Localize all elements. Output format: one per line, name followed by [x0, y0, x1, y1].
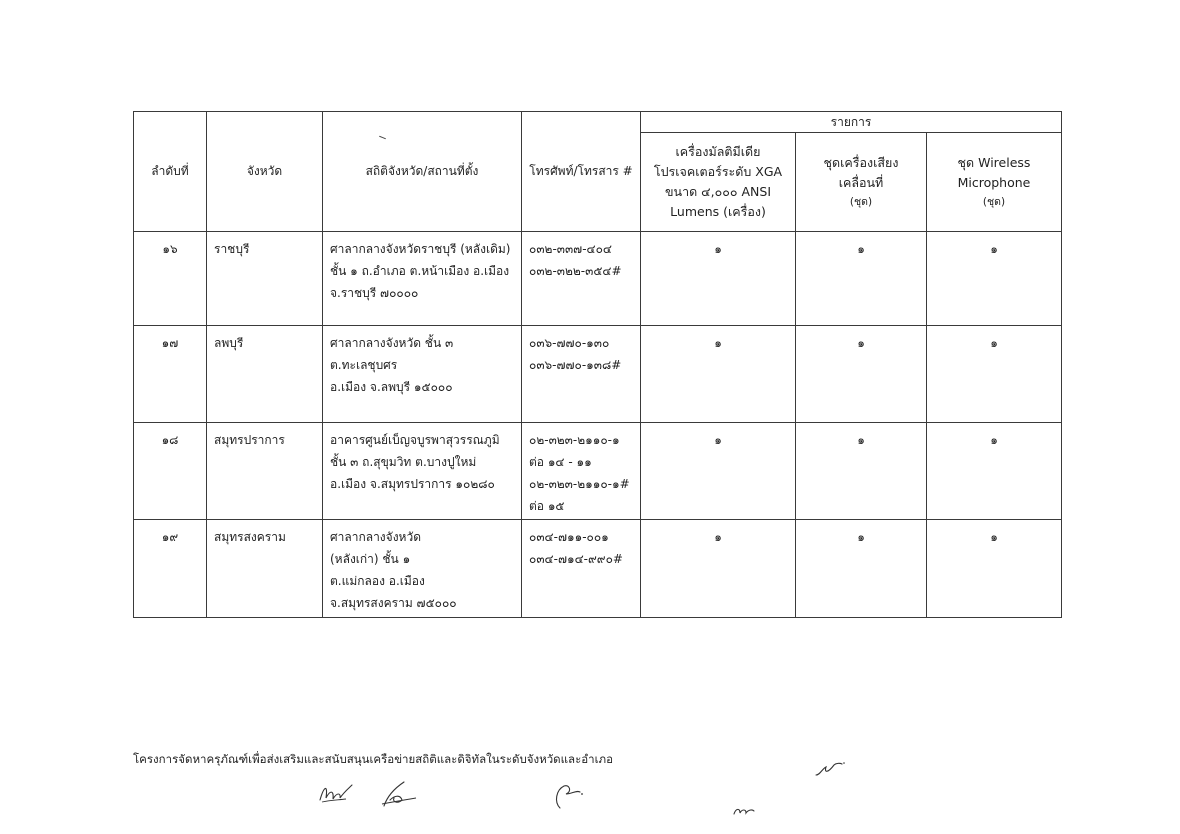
row-mic-qty: ๑: [990, 530, 998, 544]
row-province: ราชบุรี: [214, 242, 250, 256]
row-phone: ๐๒-๓๒๓-๒๑๑๐-๑ ต่อ ๑๔ - ๑๑ ๐๒-๓๒๓-๒๑๑๐-๑# ต่อ ๑๕: [529, 433, 630, 513]
signature-3: [546, 778, 586, 812]
row-projector-qty: ๑: [714, 336, 722, 350]
table-row: [134, 232, 1062, 326]
row-office: ศาลากลางจังหวัด ชั้น ๓ ต.ทะเลชุบศร อ.เมือง จ.ลพบุรี ๑๕๐๐๐: [330, 336, 454, 394]
signature-5: [812, 757, 848, 781]
header-province: จังหวัด: [207, 112, 323, 232]
row-mic-qty: ๑: [990, 242, 998, 256]
row-province: สมุทรปราการ: [214, 433, 285, 447]
header-phone: โทรศัพท์/โทรสาร #: [522, 112, 641, 232]
signature-4: [731, 802, 757, 820]
header-office: สถิติจังหวัด/สถานที่ตั้ง: [323, 112, 522, 232]
header-wireless-mic: ชุด Wireless Microphone (ชุด): [927, 133, 1062, 232]
row-province: ลพบุรี: [214, 336, 244, 350]
row-projector-qty: ๑: [714, 242, 722, 256]
row-projector-qty: ๑: [714, 530, 722, 544]
row-mic-qty: ๑: [990, 433, 998, 447]
row-office: ศาลากลางจังหวัดราชบุรี (หลังเดิม) ชั้น ๑ ถ.อำเภอ ต.หน้าเมือง อ.เมือง จ.ราชบุรี ๗๐๐๐๐: [330, 242, 511, 300]
row-sound-qty: ๑: [857, 336, 865, 350]
signature-2: [378, 778, 420, 810]
header-no: ลำดับที่: [134, 112, 207, 232]
signature-1: [316, 780, 356, 806]
table-row: [134, 326, 1062, 423]
row-projector-qty: ๑: [714, 433, 722, 447]
row-no: ๑๖: [162, 242, 178, 256]
row-sound-qty: ๑: [857, 433, 865, 447]
row-mic-qty: ๑: [990, 336, 998, 350]
header-projector: เครื่องมัลติมีเดีย โปรเจคเตอร์ระดับ XGA ขนาด ๔,๐๐๐ ANSI Lumens (เครื่อง): [641, 133, 796, 232]
table-row: [134, 520, 1062, 618]
row-sound-qty: ๑: [857, 530, 865, 544]
table-row: [134, 423, 1062, 520]
row-no: ๑๙: [161, 530, 179, 544]
row-province: สมุทรสงคราม: [214, 530, 286, 544]
row-no: ๑๗: [161, 336, 179, 350]
equipment-table: [133, 111, 1062, 618]
row-phone: ๐๓๖-๗๗๐-๑๓๐ ๐๓๖-๗๗๐-๑๓๘#: [529, 336, 622, 372]
row-office: อาคารศูนย์เบ็ญจบูรพาสุวรรณภูมิ ชั้น ๓ ถ.สุขุมวิท ต.บางปูใหม่ อ.เมือง จ.สมุทรปราการ ๑๐๒๘๐: [330, 433, 500, 491]
row-phone: ๐๓๔-๗๑๑-๐๐๑ ๐๓๔-๗๑๔-๙๙๐#: [529, 530, 623, 566]
header-sound-system: ชุดเครื่องเสียง เคลื่อนที่ (ชุด): [796, 133, 927, 232]
header-items-group: รายการ: [641, 112, 1062, 133]
row-office: ศาลากลางจังหวัด (หลังเก่า) ชั้น ๑ ต.แม่กลอง อ.เมือง จ.สมุทรสงคราม ๗๕๐๐๐: [330, 530, 457, 610]
project-title: โครงการจัดหาครุภัณฑ์เพื่อส่งเสริมและสนับสนุนเครือข่ายสถิติและดิจิทัลในระดับจังหวัดและอำเภอ: [133, 752, 614, 766]
row-sound-qty: ๑: [857, 242, 865, 256]
row-phone: ๐๓๒-๓๓๗-๔๐๔ ๐๓๒-๓๒๒-๓๕๔#: [529, 242, 622, 278]
row-no: ๑๘: [161, 433, 179, 447]
